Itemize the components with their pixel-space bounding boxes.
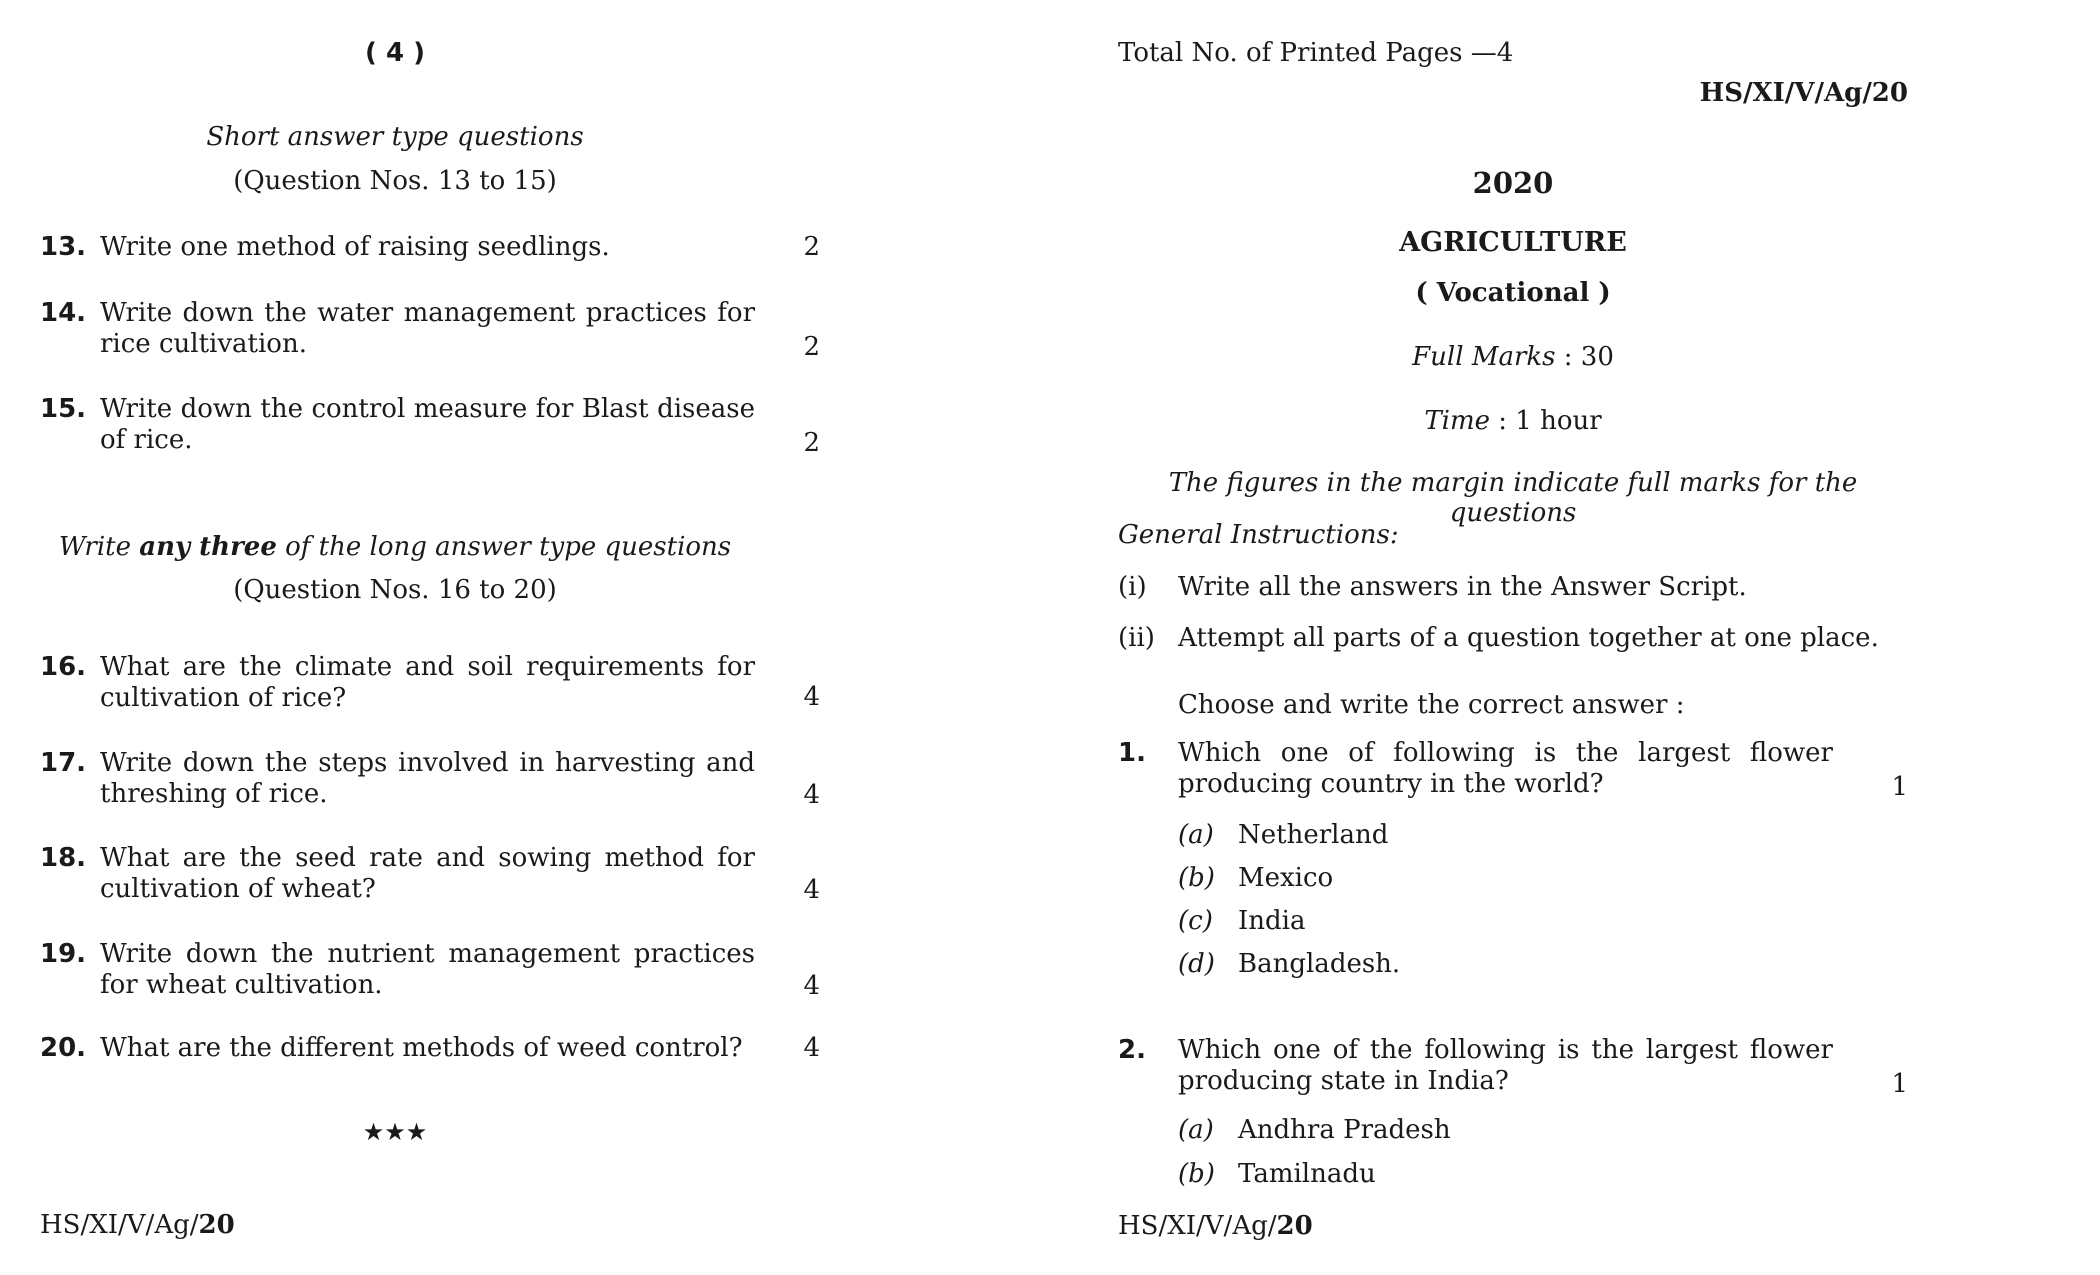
margin-note: The figures in the margin indicate full marks for the questions xyxy=(1168,468,1858,528)
paper-code: HS/XI/V/Ag/20 xyxy=(1699,78,1908,108)
question-marks: 2 xyxy=(803,332,820,362)
question-number: 2. xyxy=(1118,1035,1146,1065)
question-marks: 4 xyxy=(803,971,820,1001)
question-text: Write down the water management practices for rice cultivation. xyxy=(100,298,755,359)
question-number: 13. xyxy=(40,232,87,262)
question-text: Write down the steps involved in harvesting and threshing of rice. xyxy=(100,748,755,809)
question-number: 16. xyxy=(40,652,87,682)
section1-range: (Question Nos. 13 to 15) xyxy=(233,166,557,196)
question-number: 1. xyxy=(1118,738,1146,768)
question-text: Which one of following is the largest flower producing country in the world? xyxy=(1178,738,1833,799)
end-stars: ★★★ xyxy=(362,1118,428,1146)
question-text: Which one of the following is the largest flower producing state in India? xyxy=(1178,1035,1833,1096)
question-marks: 4 xyxy=(803,875,820,905)
question-number: 18. xyxy=(40,843,87,873)
section1-heading: Short answer type questions xyxy=(206,122,584,152)
question-number: 20. xyxy=(40,1033,87,1063)
question-marks: 4 xyxy=(803,682,820,712)
left-page xyxy=(40,0,820,1275)
question-text: Write down the control measure for Blast disease of rice. xyxy=(100,394,755,455)
full-marks: Full Marks : 30 xyxy=(1412,342,1614,372)
question-number: 17. xyxy=(40,748,87,778)
stream-title: ( Vocational ) xyxy=(1415,278,1611,308)
exam-year: 2020 xyxy=(1472,166,1554,200)
section2-heading: Write any three of the long answer type questions xyxy=(58,532,732,562)
subject-title: AGRICULTURE xyxy=(1399,227,1627,258)
question-marks: 1 xyxy=(1891,1069,1908,1099)
choose-instruction: Choose and write the correct answer : xyxy=(1178,690,1685,720)
question-marks: 4 xyxy=(803,780,820,810)
question-marks: 2 xyxy=(803,232,820,262)
question-text: What are the climate and soil requirements for cultivation of rice? xyxy=(100,652,755,713)
total-pages: Total No. of Printed Pages —4 xyxy=(1118,38,1514,68)
question-number: 15. xyxy=(40,394,87,424)
question-marks: 1 xyxy=(1891,772,1908,802)
question-marks: 4 xyxy=(803,1033,820,1063)
question-text: What are the seed rate and sowing method for cultivation of wheat? xyxy=(100,843,755,904)
question-marks: 2 xyxy=(803,428,820,458)
question-text: What are the different methods of weed control? xyxy=(100,1033,743,1063)
question-number: 19. xyxy=(40,939,87,969)
general-instructions: General Instructions: xyxy=(1118,520,1399,550)
right-page: Total No. of Printed Pages —4 HS/XI/V/Ag/20 2020 AGRICULTURE ( Vocational ) Full Marks : 30 Time : 1 hour The figures in the margin indicate full marks for the questions General Instructions: (i) Write all the answers in the Answer Script. (ii) Attempt all parts of a question together at one place. Choose and write the correct answer : 1. Which one of following is the largest flower producing country in the world? 1 (a) Netherland (b) Mexico (c) India (d) Bangladesh. 2. Which one of the following is the largest flower producing state in India? 1 (a) Andhra Pradesh (b) Tamilnadu HS/XI/V/Ag/20 xyxy=(1118,38,1908,1241)
section2-range: (Question Nos. 16 to 20) xyxy=(233,575,557,605)
page-number: ( 4 ) xyxy=(365,38,425,68)
footer-code: HS/XI/V/Ag/20 xyxy=(40,1210,235,1240)
question-text: Write down the nutrient management practices for wheat cultivation. xyxy=(100,939,755,1000)
question-number: 14. xyxy=(40,298,87,328)
exam-time: Time : 1 hour xyxy=(1424,406,1602,436)
footer-code: HS/XI/V/Ag/20 xyxy=(1118,1211,1313,1241)
question-text: Write one method of raising seedlings. xyxy=(100,232,610,262)
